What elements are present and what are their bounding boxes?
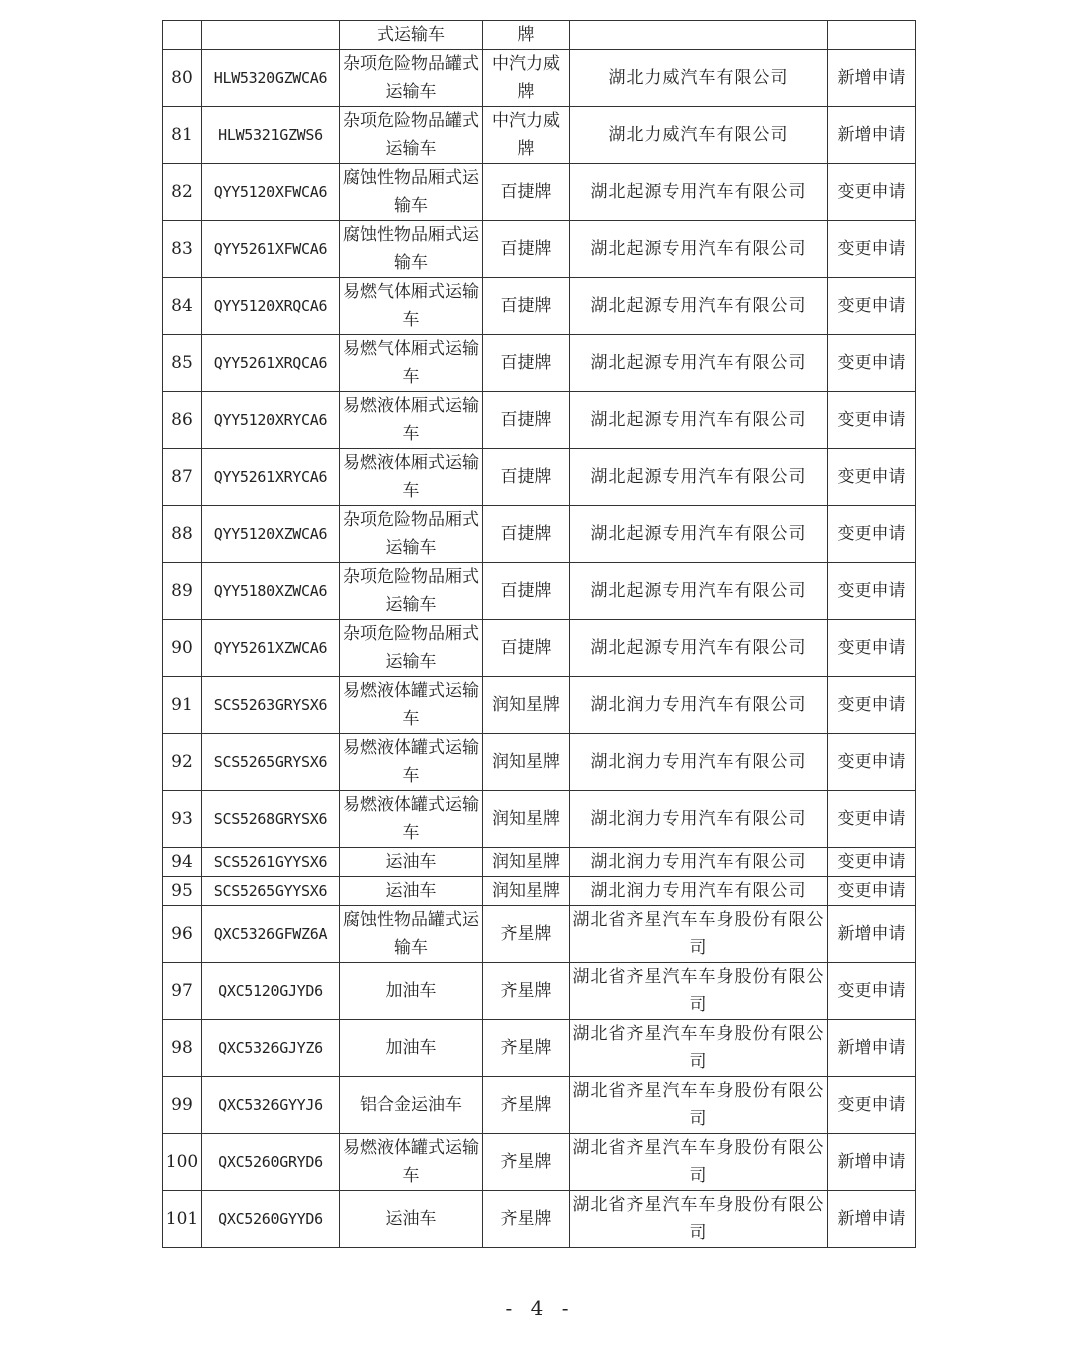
cell-company: 湖北省齐星汽车车身股份有限公司	[570, 963, 828, 1020]
cell-brand: 齐星牌	[483, 1020, 570, 1077]
cell-no: 95	[163, 877, 202, 906]
cell-no: 94	[163, 848, 202, 877]
cell-application-type: 新增申请	[828, 1020, 916, 1077]
cell-company: 湖北润力专用汽车有限公司	[570, 848, 828, 877]
cell-company: 湖北润力专用汽车有限公司	[570, 877, 828, 906]
cell-company: 湖北省齐星汽车车身股份有限公司	[570, 1020, 828, 1077]
cell-application-type: 变更申请	[828, 449, 916, 506]
cell-application-type: 变更申请	[828, 278, 916, 335]
cell-company: 湖北起源专用汽车有限公司	[570, 164, 828, 221]
cell-application-type: 变更申请	[828, 221, 916, 278]
cell-vehicle-name: 杂项危险物品厢式运输车	[340, 506, 483, 563]
cell-brand: 齐星牌	[483, 963, 570, 1020]
cell-vehicle-name: 易燃液体罐式运输车	[340, 677, 483, 734]
cell-vehicle-name: 腐蚀性物品罐式运输车	[340, 906, 483, 963]
table-row	[163, 906, 916, 963]
cell-model: QYY5180XZWCA6	[202, 563, 340, 620]
cell-application-type: 变更申请	[828, 877, 916, 906]
table-row	[163, 1191, 916, 1248]
cell-application-type: 新增申请	[828, 906, 916, 963]
cell-no: 82	[163, 164, 202, 221]
cell-company: 湖北起源专用汽车有限公司	[570, 335, 828, 392]
cell-company: 湖北起源专用汽车有限公司	[570, 506, 828, 563]
cell-vehicle-name: 易燃气体厢式运输车	[340, 335, 483, 392]
cell-brand: 百捷牌	[483, 164, 570, 221]
cell-brand: 百捷牌	[483, 221, 570, 278]
cell-application-type: 变更申请	[828, 677, 916, 734]
cell-model: QYY5261XZWCA6	[202, 620, 340, 677]
cell-no: 83	[163, 221, 202, 278]
cell-application-type: 新增申请	[828, 1134, 916, 1191]
cell-vehicle-name: 杂项危险物品厢式运输车	[340, 563, 483, 620]
cell-model: QXC5260GRYD6	[202, 1134, 340, 1191]
cell-brand: 百捷牌	[483, 563, 570, 620]
cell-application-type: 新增申请	[828, 107, 916, 164]
cell-company: 湖北省齐星汽车车身股份有限公司	[570, 1077, 828, 1134]
cell-brand: 中汽力威牌	[483, 107, 570, 164]
cell-company: 湖北力威汽车有限公司	[570, 107, 828, 164]
cell-application-type: 变更申请	[828, 1077, 916, 1134]
cell-vehicle-name: 易燃液体厢式运输车	[340, 449, 483, 506]
cell-brand: 润知星牌	[483, 848, 570, 877]
table-row	[163, 506, 916, 563]
cell-brand: 润知星牌	[483, 791, 570, 848]
cell-model: QXC5326GYYJ6	[202, 1077, 340, 1134]
cell-model: QYY5120XZWCA6	[202, 506, 340, 563]
cell-application-type: 变更申请	[828, 392, 916, 449]
cell-no: 87	[163, 449, 202, 506]
cell-application-type: 新增申请	[828, 50, 916, 107]
cell-no: 100	[163, 1134, 202, 1191]
cell-vehicle-name: 加油车	[340, 963, 483, 1020]
table-row	[163, 335, 916, 392]
cell-company	[570, 21, 828, 50]
cell-application-type: 变更申请	[828, 848, 916, 877]
cell-application-type: 变更申请	[828, 791, 916, 848]
table-row	[163, 50, 916, 107]
table-row	[163, 1020, 916, 1077]
table-row	[163, 164, 916, 221]
cell-vehicle-name: 易燃气体厢式运输车	[340, 278, 483, 335]
cell-company: 湖北起源专用汽车有限公司	[570, 563, 828, 620]
cell-company: 湖北省齐星汽车车身股份有限公司	[570, 1134, 828, 1191]
cell-company: 湖北起源专用汽车有限公司	[570, 449, 828, 506]
cell-brand: 润知星牌	[483, 677, 570, 734]
table-row	[163, 791, 916, 848]
cell-company: 湖北起源专用汽车有限公司	[570, 620, 828, 677]
cell-company: 湖北省齐星汽车车身股份有限公司	[570, 906, 828, 963]
cell-brand: 百捷牌	[483, 392, 570, 449]
cell-no: 80	[163, 50, 202, 107]
cell-brand: 润知星牌	[483, 734, 570, 791]
cell-company: 湖北润力专用汽车有限公司	[570, 734, 828, 791]
cell-model: QYY5261XRYCA6	[202, 449, 340, 506]
cell-brand: 齐星牌	[483, 906, 570, 963]
cell-no: 81	[163, 107, 202, 164]
cell-model: SCS5261GYYSX6	[202, 848, 340, 877]
cell-application-type: 变更申请	[828, 506, 916, 563]
cell-brand: 齐星牌	[483, 1134, 570, 1191]
cell-no: 84	[163, 278, 202, 335]
cell-application-type: 变更申请	[828, 620, 916, 677]
cell-model: SCS5263GRYSX6	[202, 677, 340, 734]
cell-application-type: 变更申请	[828, 164, 916, 221]
table-row	[163, 963, 916, 1020]
table-row	[163, 734, 916, 791]
table-row	[163, 677, 916, 734]
table-row	[163, 620, 916, 677]
table-row	[163, 1077, 916, 1134]
cell-model: HLW5321GZWS6	[202, 107, 340, 164]
cell-company: 湖北起源专用汽车有限公司	[570, 278, 828, 335]
cell-model: QYY5261XRQCA6	[202, 335, 340, 392]
table-row	[163, 278, 916, 335]
cell-model: QXC5260GYYD6	[202, 1191, 340, 1248]
cell-no: 96	[163, 906, 202, 963]
cell-model: QYY5261XFWCA6	[202, 221, 340, 278]
cell-application-type: 变更申请	[828, 335, 916, 392]
cell-vehicle-name: 易燃液体罐式运输车	[340, 791, 483, 848]
cell-application-type: 新增申请	[828, 1191, 916, 1248]
cell-model: HLW5320GZWCA6	[202, 50, 340, 107]
table-row-continued	[163, 21, 916, 50]
cell-brand: 牌	[483, 21, 570, 50]
cell-company: 湖北润力专用汽车有限公司	[570, 677, 828, 734]
cell-no: 93	[163, 791, 202, 848]
cell-brand: 百捷牌	[483, 278, 570, 335]
cell-company: 湖北力威汽车有限公司	[570, 50, 828, 107]
cell-model: SCS5265GYYSX6	[202, 877, 340, 906]
table-row	[163, 563, 916, 620]
cell-no: 88	[163, 506, 202, 563]
cell-model: QYY5120XFWCA6	[202, 164, 340, 221]
cell-brand: 百捷牌	[483, 449, 570, 506]
cell-application-type: 变更申请	[828, 963, 916, 1020]
cell-vehicle-name: 运油车	[340, 848, 483, 877]
cell-brand: 齐星牌	[483, 1077, 570, 1134]
cell-vehicle-name: 腐蚀性物品厢式运输车	[340, 164, 483, 221]
cell-model: QYY5120XRQCA6	[202, 278, 340, 335]
cell-vehicle-name: 铝合金运油车	[340, 1077, 483, 1134]
table-row	[163, 449, 916, 506]
cell-application-type: 变更申请	[828, 563, 916, 620]
cell-vehicle-name: 易燃液体罐式运输车	[340, 734, 483, 791]
cell-model: QYY5120XRYCA6	[202, 392, 340, 449]
table-row	[163, 877, 916, 906]
cell-brand: 中汽力威牌	[483, 50, 570, 107]
cell-vehicle-name: 杂项危险物品厢式运输车	[340, 620, 483, 677]
cell-brand: 齐星牌	[483, 1191, 570, 1248]
cell-model	[202, 21, 340, 50]
cell-no: 92	[163, 734, 202, 791]
cell-vehicle-name: 加油车	[340, 1020, 483, 1077]
cell-model: QXC5120GJYD6	[202, 963, 340, 1020]
vehicle-table	[162, 20, 916, 1248]
cell-model: SCS5268GRYSX6	[202, 791, 340, 848]
cell-vehicle-name: 腐蚀性物品厢式运输车	[340, 221, 483, 278]
cell-no: 97	[163, 963, 202, 1020]
cell-brand: 润知星牌	[483, 877, 570, 906]
cell-no: 101	[163, 1191, 202, 1248]
cell-no	[163, 21, 202, 50]
table-row	[163, 221, 916, 278]
cell-application-type: 变更申请	[828, 734, 916, 791]
cell-model: QXC5326GJYZ6	[202, 1020, 340, 1077]
cell-no: 85	[163, 335, 202, 392]
cell-vehicle-name: 杂项危险物品罐式运输车	[340, 50, 483, 107]
cell-company: 湖北起源专用汽车有限公司	[570, 221, 828, 278]
cell-no: 86	[163, 392, 202, 449]
page-number: - 4 -	[505, 1296, 575, 1320]
cell-no: 91	[163, 677, 202, 734]
cell-company: 湖北省齐星汽车车身股份有限公司	[570, 1191, 828, 1248]
cell-vehicle-name: 运油车	[340, 877, 483, 906]
cell-model: SCS5265GRYSX6	[202, 734, 340, 791]
cell-no: 90	[163, 620, 202, 677]
cell-application-type	[828, 21, 916, 50]
cell-no: 98	[163, 1020, 202, 1077]
cell-vehicle-name: 式运输车	[340, 21, 483, 50]
table-row	[163, 107, 916, 164]
table-row	[163, 392, 916, 449]
cell-brand: 百捷牌	[483, 335, 570, 392]
cell-vehicle-name: 易燃液体厢式运输车	[340, 392, 483, 449]
cell-no: 89	[163, 563, 202, 620]
cell-company: 湖北润力专用汽车有限公司	[570, 791, 828, 848]
table-row	[163, 848, 916, 877]
cell-brand: 百捷牌	[483, 620, 570, 677]
cell-vehicle-name: 杂项危险物品罐式运输车	[340, 107, 483, 164]
table-row	[163, 1134, 916, 1191]
cell-vehicle-name: 运油车	[340, 1191, 483, 1248]
cell-brand: 百捷牌	[483, 506, 570, 563]
cell-company: 湖北起源专用汽车有限公司	[570, 392, 828, 449]
cell-no: 99	[163, 1077, 202, 1134]
cell-vehicle-name: 易燃液体罐式运输车	[340, 1134, 483, 1191]
cell-model: QXC5326GFWZ6A	[202, 906, 340, 963]
